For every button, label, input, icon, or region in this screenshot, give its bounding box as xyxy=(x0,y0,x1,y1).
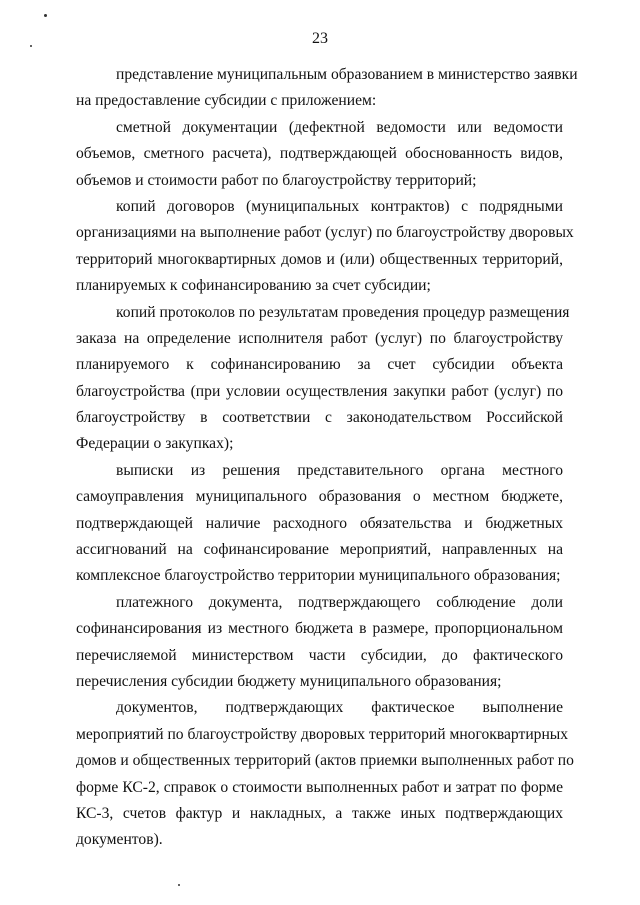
text-line: объемов и стоимости работ по благоустройству территорий; xyxy=(76,171,477,189)
text-line: самоуправления муниципального образования о местном бюджете, xyxy=(76,488,563,506)
text-line: перечисляемой министерством части субсидии, до фактического xyxy=(76,646,563,664)
paragraph xyxy=(76,300,570,458)
text-line: домов и общественных территорий (актов приемки выполненных работ по xyxy=(76,752,574,770)
text-line: документов). xyxy=(76,831,163,849)
text-line: на предоставление субсидии с приложением: xyxy=(76,92,377,110)
page-number: 23 xyxy=(312,30,328,47)
text-line: организациями на выполнение работ (услуг) по благоустройству дворовых xyxy=(76,224,574,242)
text-line: софинансирования из местного бюджета в размере, пропорциональном xyxy=(76,620,563,638)
scan-speck xyxy=(178,884,180,886)
text-line: форме КС-2, справок о стоимости выполненных работ и затрат по форме xyxy=(76,778,563,796)
text-line: подтверждающей наличие расходного обязательства и бюджетных xyxy=(76,514,563,532)
paragraph xyxy=(76,458,563,590)
document-body xyxy=(76,62,578,854)
text-line: территорий многоквартирных домов и (или) общественных территорий, xyxy=(76,250,563,268)
paragraph xyxy=(76,62,578,115)
paragraph xyxy=(76,695,574,853)
text-line: объемов, сметного расчета), подтверждающей обоснованность видов, xyxy=(76,145,563,163)
text-line: комплексное благоустройство территории муниципального образования; xyxy=(76,567,561,585)
paragraph xyxy=(76,194,574,300)
text-line: благоустройства (при условии осуществления закупки работ (услуг) по xyxy=(76,382,563,400)
text-line: благоустройству в соответствии с законодательством Российской xyxy=(76,409,563,427)
text-line: платежного документа, подтверждающего соблюдение доли xyxy=(116,593,563,611)
text-line: планируемого к софинансированию за счет субсидии объекта xyxy=(76,356,563,374)
text-line: мероприятий по благоустройству дворовых территорий многоквартирных xyxy=(76,725,569,743)
text-line: копий протоколов по результатам проведения процедур размещения xyxy=(116,303,570,321)
text-line: планируемых к софинансированию за счет субсидии; xyxy=(76,277,431,295)
paragraph xyxy=(76,115,563,194)
text-line: Федерации о закупках); xyxy=(76,435,234,453)
text-line: документов, подтверждающих фактическое выполнение xyxy=(116,699,563,717)
text-line: перечисления субсидии бюджету муниципального образования; xyxy=(76,672,502,690)
text-line: КС-3, счетов фактур и накладных, а также иных подтверждающих xyxy=(76,804,563,822)
text-line: копий договоров (муниципальных контрактов) с подрядными xyxy=(116,197,563,215)
text-line: выписки из решения представительного органа местного xyxy=(116,461,563,479)
text-line: ассигнований на софинансирование мероприятий, направленных на xyxy=(76,541,563,559)
text-line: сметной документации (дефектной ведомости или ведомости xyxy=(116,118,563,136)
text-line: заказа на определение исполнителя работ (услуг) по благоустройству xyxy=(76,329,563,347)
paragraph xyxy=(76,590,563,696)
text-line: представление муниципальным образованием в министерство заявки xyxy=(116,66,578,83)
scan-speck xyxy=(44,14,47,17)
